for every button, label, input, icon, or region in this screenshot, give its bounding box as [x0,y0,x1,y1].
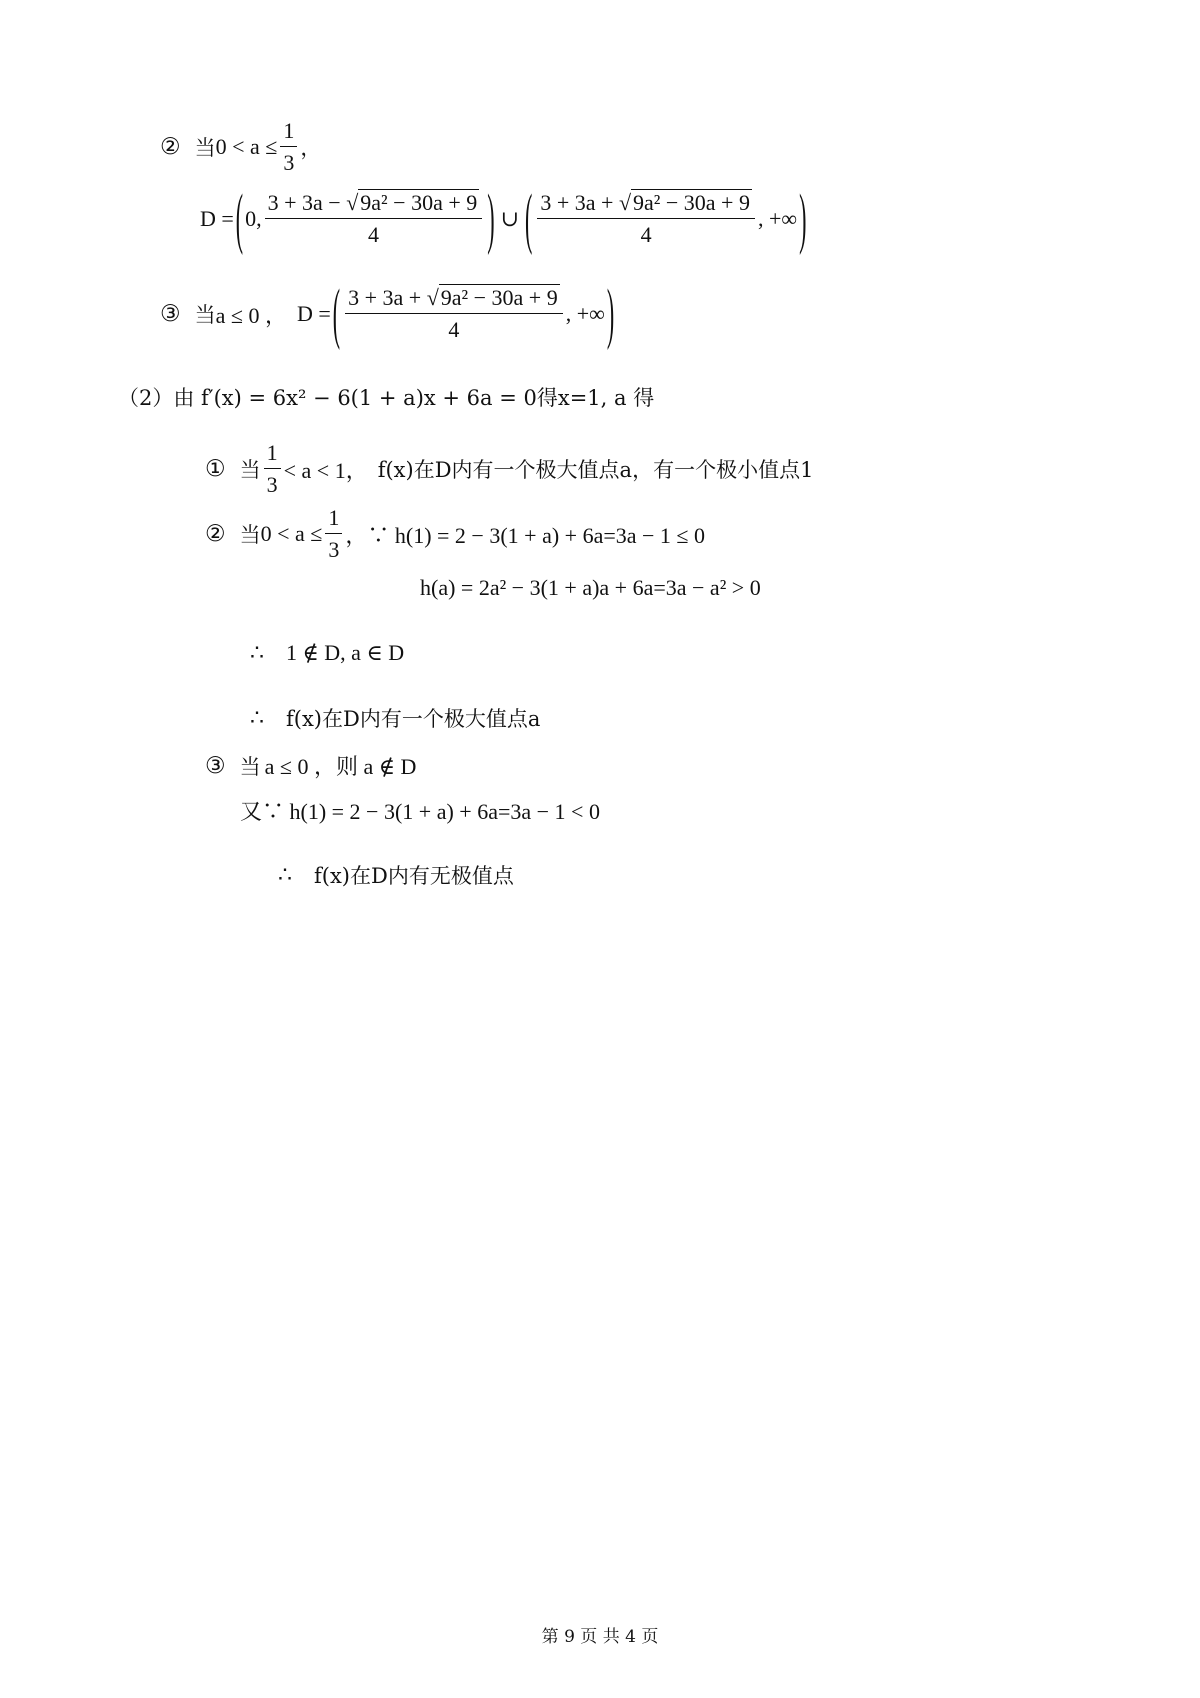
fraction-denominator: 4 [448,317,460,342]
left-paren: ( [525,178,533,257]
conclusion-text: f(x)在D内有一个极大值点a [286,707,541,731]
therefore-symbol: ∴ [250,705,264,730]
conclusion-text: f(x)在D内有无极值点 [314,864,514,888]
h-a-text: h(a) = 2a² − 3(1 + a)a + 6a=3a − a² > 0 [420,575,761,600]
part-2-text: （2）由 f′(x) = 6x² − 6(1 + a)x + 6a = 0得x=1, a 得 [118,386,655,410]
right-paren: ) [487,178,495,257]
when-word: 当 [239,754,261,779]
infinity: , +∞ [757,206,798,231]
fraction-numerator: 3 + 3a − √9a² − 30a + 9 [265,190,483,219]
infinity: , +∞ [565,301,605,326]
h-a-formula [420,575,761,601]
lhs: D = [296,301,331,326]
case-1-result [205,440,813,498]
therefore-3 [278,860,514,890]
left-paren: ( [332,273,341,352]
fraction-denominator: 3 [283,150,295,175]
fraction-numerator: 3 + 3a + √9a² − 30a + 9 [537,190,755,219]
right-paren: ) [799,178,807,257]
part-2-heading [118,382,654,412]
punct: ， [300,136,322,160]
case-3-domain [160,273,616,352]
fraction-numerator: 1 [325,505,342,534]
radicand: 9a² − 30a + 9 [440,285,558,310]
when-word: 当 [194,136,216,160]
fraction [280,118,297,176]
circled-number: ② [160,134,181,160]
num-part: 3 + 3a + [540,190,614,215]
fraction [537,190,755,248]
therefore-symbol: ∴ [278,862,292,887]
fraction-denominator: 3 [266,472,278,497]
case-3-condition [205,750,416,781]
radicand: 9a² − 30a + 9 [633,190,750,215]
circled-number: ② [205,521,226,547]
fraction-denominator: 4 [640,222,652,247]
circled-number: ③ [205,752,226,779]
membership-text: 1 ∉ D, a ∈ D [286,640,405,665]
check-text: ，∵ h(1) = 2 − 3(1 + a) + 6a=3a − 1 ≤ 0 [345,522,705,548]
fraction [325,505,342,563]
therefore-symbol: ∴ [250,640,264,665]
page-footer: 第 9 页 共 4 页 [541,1627,659,1647]
fraction-numerator: 3 + 3a + √9a² − 30a + 9 [345,285,563,314]
radicand: 9a² − 30a + 9 [360,190,478,215]
num-part: 3 + 3a + [348,285,422,310]
check-text: 又∵ h(1) = 2 − 3(1 + a) + 6a=3a − 1 < 0 [240,799,600,824]
when-word: 当 [239,458,261,482]
condition: a ≤ 0 ，则 a ∉ D [264,754,417,779]
circled-number: ① [205,456,226,482]
result-text: f(x)在D内有一个极大值点a，有一个极小值点1 [377,458,814,482]
fraction-denominator: 3 [328,537,340,562]
condition: 0 < a ≤ [260,521,323,546]
fraction [264,440,281,498]
case-2-condition [160,118,321,176]
fraction [345,285,563,343]
condition: 0 < a ≤ [215,134,278,159]
when-word: 当 [194,303,216,327]
therefore-2 [250,703,540,733]
domain-formula-1 [200,178,808,257]
condition: a ≤ 0 ， [215,302,287,328]
when-word: 当 [239,523,261,547]
circled-number: ③ [160,301,181,327]
condition: < a < 1， [283,457,368,483]
case-3-check [240,795,600,826]
num-part: 3 + 3a − [267,190,341,215]
right-paren: ) [606,273,615,352]
fraction-numerator: 1 [264,440,281,469]
fraction-numerator: 1 [280,118,297,147]
fraction [265,190,483,248]
therefore-1 [250,640,404,666]
case-2-check [205,505,705,563]
union: ∪ [500,206,520,231]
zero: 0, [245,206,262,231]
lhs: D = [200,206,234,231]
fraction-denominator: 4 [367,222,379,247]
left-paren: ( [235,178,244,257]
